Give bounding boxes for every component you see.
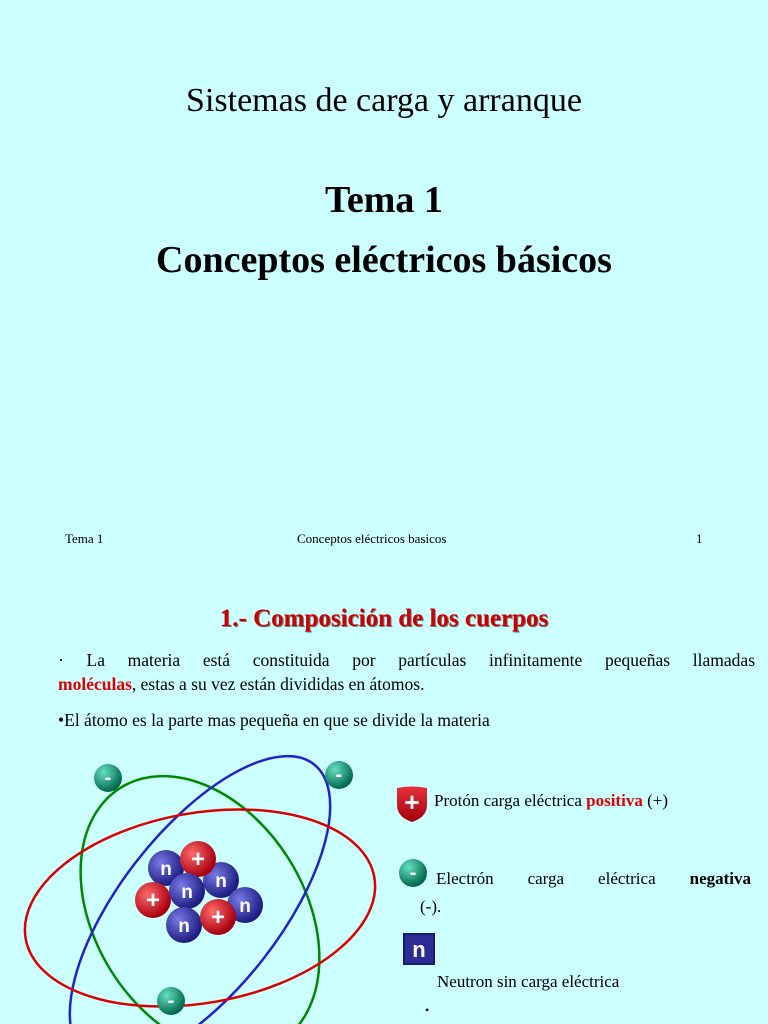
electron-legend: [436, 869, 751, 889]
electron-label: -: [167, 990, 175, 1012]
electron-icon: [396, 857, 430, 889]
paragraph-line2-text: , estas a su vez están divididas en átomos.: [131, 674, 425, 694]
electron-legend-text: Electrón carga eléctrica: [436, 869, 690, 888]
electron: [157, 987, 185, 1015]
electron: [94, 764, 122, 792]
proton-label: +: [210, 904, 226, 931]
proton-legend: [434, 791, 668, 811]
neutron-label: n: [181, 882, 193, 903]
neutron-label: n: [239, 896, 251, 917]
paragraph-line1: [58, 648, 755, 672]
proton: [180, 841, 216, 877]
neutron-legend: Neutron sin carga eléctrica: [437, 972, 620, 991]
neutron-label: n: [160, 859, 172, 880]
bullet: ·: [58, 650, 64, 670]
proton-icon: [395, 785, 429, 823]
proton-legend-suffix: (+): [642, 791, 668, 810]
paragraph-matter: [58, 648, 755, 696]
proton-label: +: [190, 846, 206, 873]
neutron-label: n: [178, 916, 190, 937]
atom-diagram: [0, 745, 390, 1024]
electron-label: -: [335, 764, 343, 786]
electron-label: -: [104, 767, 112, 789]
slide-title-line2: Conceptos eléctricos básicos: [156, 239, 612, 281]
paragraph-atom: •El átomo es la parte mas pequeña en que se divide la materia: [58, 710, 490, 730]
electron: [325, 761, 353, 789]
molecules-highlight: moléculas: [58, 674, 132, 694]
neutron-icon: [403, 933, 435, 965]
proton-label: +: [145, 887, 161, 914]
proton-legend-word: positiva: [586, 791, 643, 810]
footer-center: Conceptos eléctricos basicos: [297, 531, 447, 546]
nucleus: [135, 841, 263, 943]
slide-subtitle: Sistemas de carga y arranque: [186, 82, 582, 119]
content-slide: [0, 575, 768, 1024]
footer-left: Tema 1: [65, 531, 104, 546]
electron-legend-suffix: (-).: [420, 897, 442, 916]
section-heading: 1.- Composición de los cuerpos: [219, 605, 549, 632]
neutron-label: n: [215, 871, 227, 892]
electron-legend-word: negativa: [689, 869, 751, 888]
proton-legend-text: Protón carga eléctrica: [434, 791, 587, 810]
neutron-icon-symbol: n: [412, 937, 426, 962]
footer-page-number: 1: [696, 531, 703, 546]
proton: [200, 899, 236, 935]
neutron: [169, 873, 205, 909]
trailing-bullet: •: [425, 1003, 430, 1017]
paragraph-line1-text: La materia está constituida por partículas infinitamente pequeñas llamadas: [63, 650, 755, 670]
proton-icon-symbol: +: [404, 787, 420, 817]
electron-icon-symbol: -: [409, 862, 417, 884]
neutron: [166, 907, 202, 943]
proton: [135, 882, 171, 918]
slide-title-line1: Tema 1: [325, 179, 443, 221]
